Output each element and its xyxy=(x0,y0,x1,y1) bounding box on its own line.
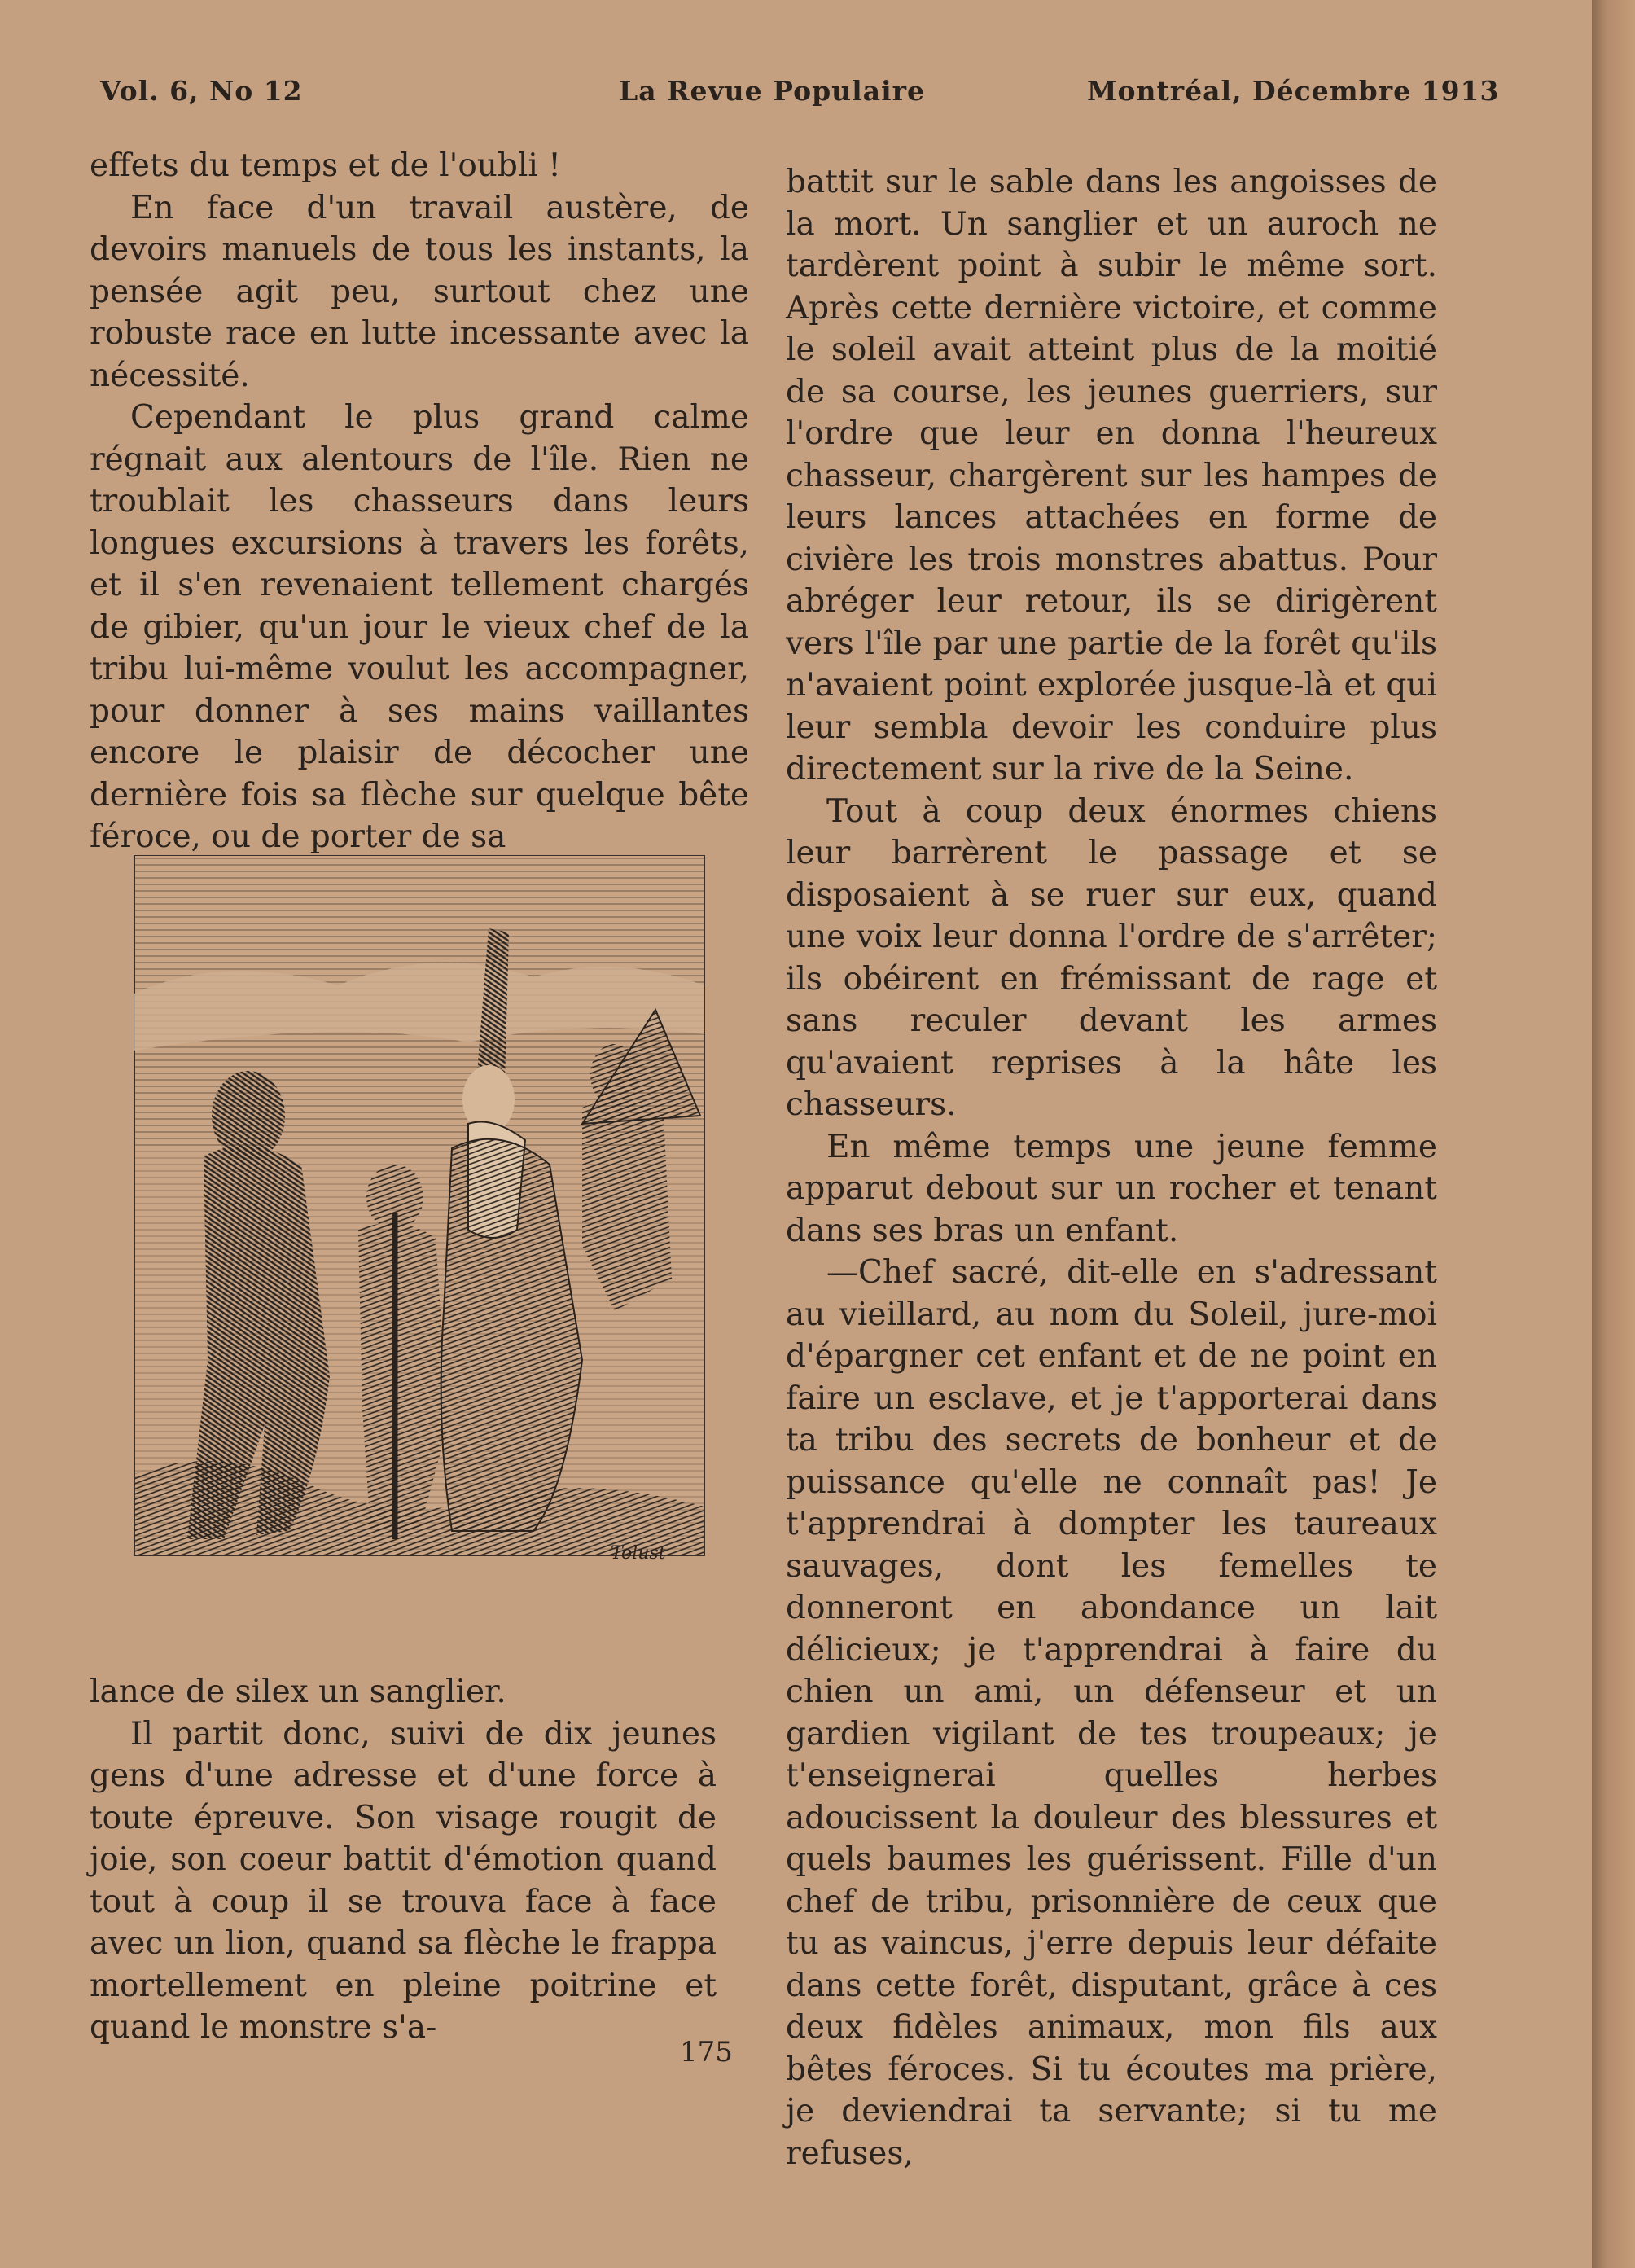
volume-number: Vol. 6, No 12 xyxy=(100,75,303,107)
page-number: 175 xyxy=(680,2036,733,2068)
left-column-bottom xyxy=(90,1671,717,2049)
paragraph: battit sur le sable dans les angoisses de la mort. Un sanglier et un auroch ne tardèrent point à subir le même sort. Après cette dernière victoire, et comme le soleil avait atteint plus de la moitié de sa course, les jeunes guerriers, sur l'ordre que leur en donna l'heureux chasseur, chargèrent sur les hampes de leurs lances attachées en forme de civière les trois monstres abattus. Pour abréger leur retour, ils se dirigèrent vers l'île par une partie de la forêt qu'ils n'avaient point explorée jusque-là et qui leur sembla devoir les conduire plus directement sur la rive de la Seine. xyxy=(786,164,1437,787)
right-column xyxy=(786,161,1437,2174)
paragraph: En face d'un travail austère, de devoirs manuels de tous les instants, la pensée agit peu, surtout chez une robuste race en lutte incessante avec la nécessité. xyxy=(90,189,749,394)
paragraph: lance de silex un sanglier. xyxy=(90,1674,506,1710)
left-column-top xyxy=(90,145,749,858)
paragraph: Il partit donc, suivi de dix jeunes gens d'une adresse et d'une force à toute épreuve. Son visage rougit de joie, son coeur battit d'émotion quand tout à coup il se trouva face à face avec un lion, quand sa flèche le frappa mortellement en pleine poitrine et quand le monstre s'a- xyxy=(90,1715,717,2046)
paragraph: Tout à coup deux énormes chiens leur barrèrent le passage et se disposaient à se ruer sur eux, quand une voix leur donna l'ordre de s'arrêter; ils obéirent en frémissant de rage et sans reculer devant les armes qu'avaient reprises à la hâte les chasseurs. xyxy=(786,792,1437,1123)
paragraph: En même temps une jeune femme apparut debout sur un rocher et tenant dans ses bras un enfant. xyxy=(786,1128,1437,1249)
engraving-illustration xyxy=(126,855,712,1564)
paragraph: Cependant le plus grand calme régnait aux alentours de l'île. Rien ne troublait les chasseurs dans leurs longues excursions à travers les forêts, et il s'en revenaient tellement chargés de gibier, qu'un jour le vieux chef de la tribu lui-même voulut les accompagner, pour donner à ses mains vaillantes encore le plaisir de décocher une dernière fois sa flèche sur quelque bête féroce, ou de porter de sa xyxy=(90,399,749,855)
binding-gutter xyxy=(1592,0,1635,2268)
dateline: Montréal, Décembre 1913 xyxy=(1087,75,1500,107)
engraving-svg xyxy=(126,855,712,1564)
paragraph: effets du temps et de l'oubli ! xyxy=(90,147,561,184)
engraver-signature: Tolust xyxy=(611,1543,666,1564)
publication-title: La Revue Populaire xyxy=(619,75,925,107)
paragraph: —Chef sacré, dit-elle en s'adressant au vieillard, au nom du Soleil, jure-moi d'épargner cet enfant et de ne point en faire un esclave, et je t'apporterai dans ta tribu des secrets de bonheur et de puissance qu'elle ne connaît pas! Je t'apprendrai à dompter les taureaux sauvages, dont les femelles te donneront en abondance un lait délicieux; je t'apprendrai à faire du chien un ami, un défenseur et un gardien vigilant de tes troupeaux; je t'enseignerai quelles herbes adoucissent la douleur des blessures et quels baumes les guérissent. Fille d'un chef de tribu, prisonnière de ceux que tu as vaincus, j'erre depuis leur défaite dans cette forêt, disputant, grâce à ces deux fidèles animaux, mon fils aux bêtes féroces. Si tu écoutes ma prière, je deviendrai ta servante; si tu me refuses, xyxy=(786,1254,1437,2172)
